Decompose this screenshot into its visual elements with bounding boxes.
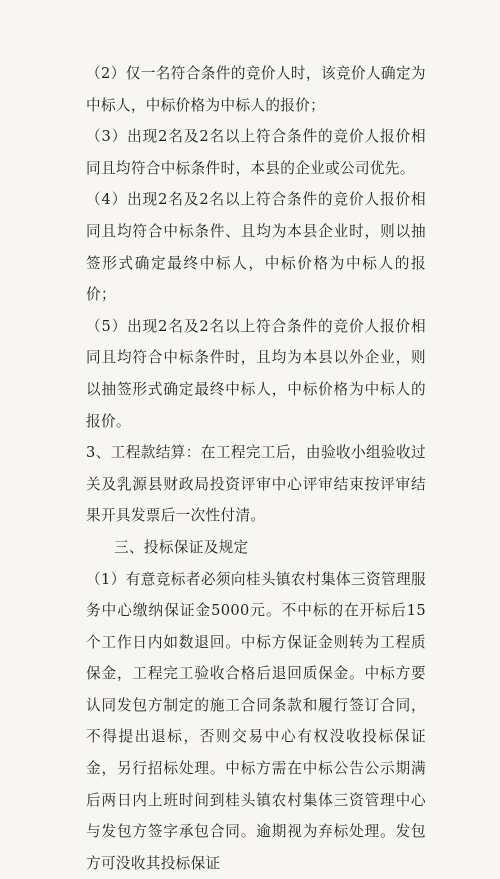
paragraph-item-4: （4）出现2名及2名以上符合条件的竞价人报价相同且均符合中标条件、且均为本县企业时，则以抽签形式确定最终中标人，中标价格为中标人的报价； [86,184,426,310]
paragraph-item-5: （5）出现2名及2名以上符合条件的竞价人报价相同且均符合中标条件时，且均为本县以外企业，则以抽签形式确定最终中标人，中标价格为中标人的报价。 [86,311,426,437]
paragraph-item-2: （2）仅一名符合条件的竞价人时，该竞价人确定为中标人，中标价格为中标人的报价； [86,58,426,121]
payment-settlement-paragraph: 3、工程款结算：在工程完工后，由验收小组验收过关及乳源县财政局投资评审中心评审结束按评审结果开具发票后一次性付清。 [86,437,426,532]
bid-security-paragraph: （1）有意竞标者必须向桂头镇农村集体三资管理服务中心缴纳保证金5000元。不中标的在开标后15个工作日内如数退回。中标方保证金则转为工程质保金，工程完工验收合格后退回质保金。中标方要认同发包方制定的施工合同条款和履行签订合同，不得提出退标，否则交易中心有权没收投标保证金，另行招标处理。中标方需在中标公告公示期满后两日内上班时间到桂头镇农村集体三资管理中心与发包方签字承包合同。逾期视为弃标处理。发包方可没收其投标保证 [86,564,426,879]
section-heading: 三、投标保证及规定 [86,532,426,564]
paragraph-item-3: （3）出现2名及2名以上符合条件的竞价人报价相同且均符合中标条件时，本县的企业或公司优先。 [86,121,426,184]
